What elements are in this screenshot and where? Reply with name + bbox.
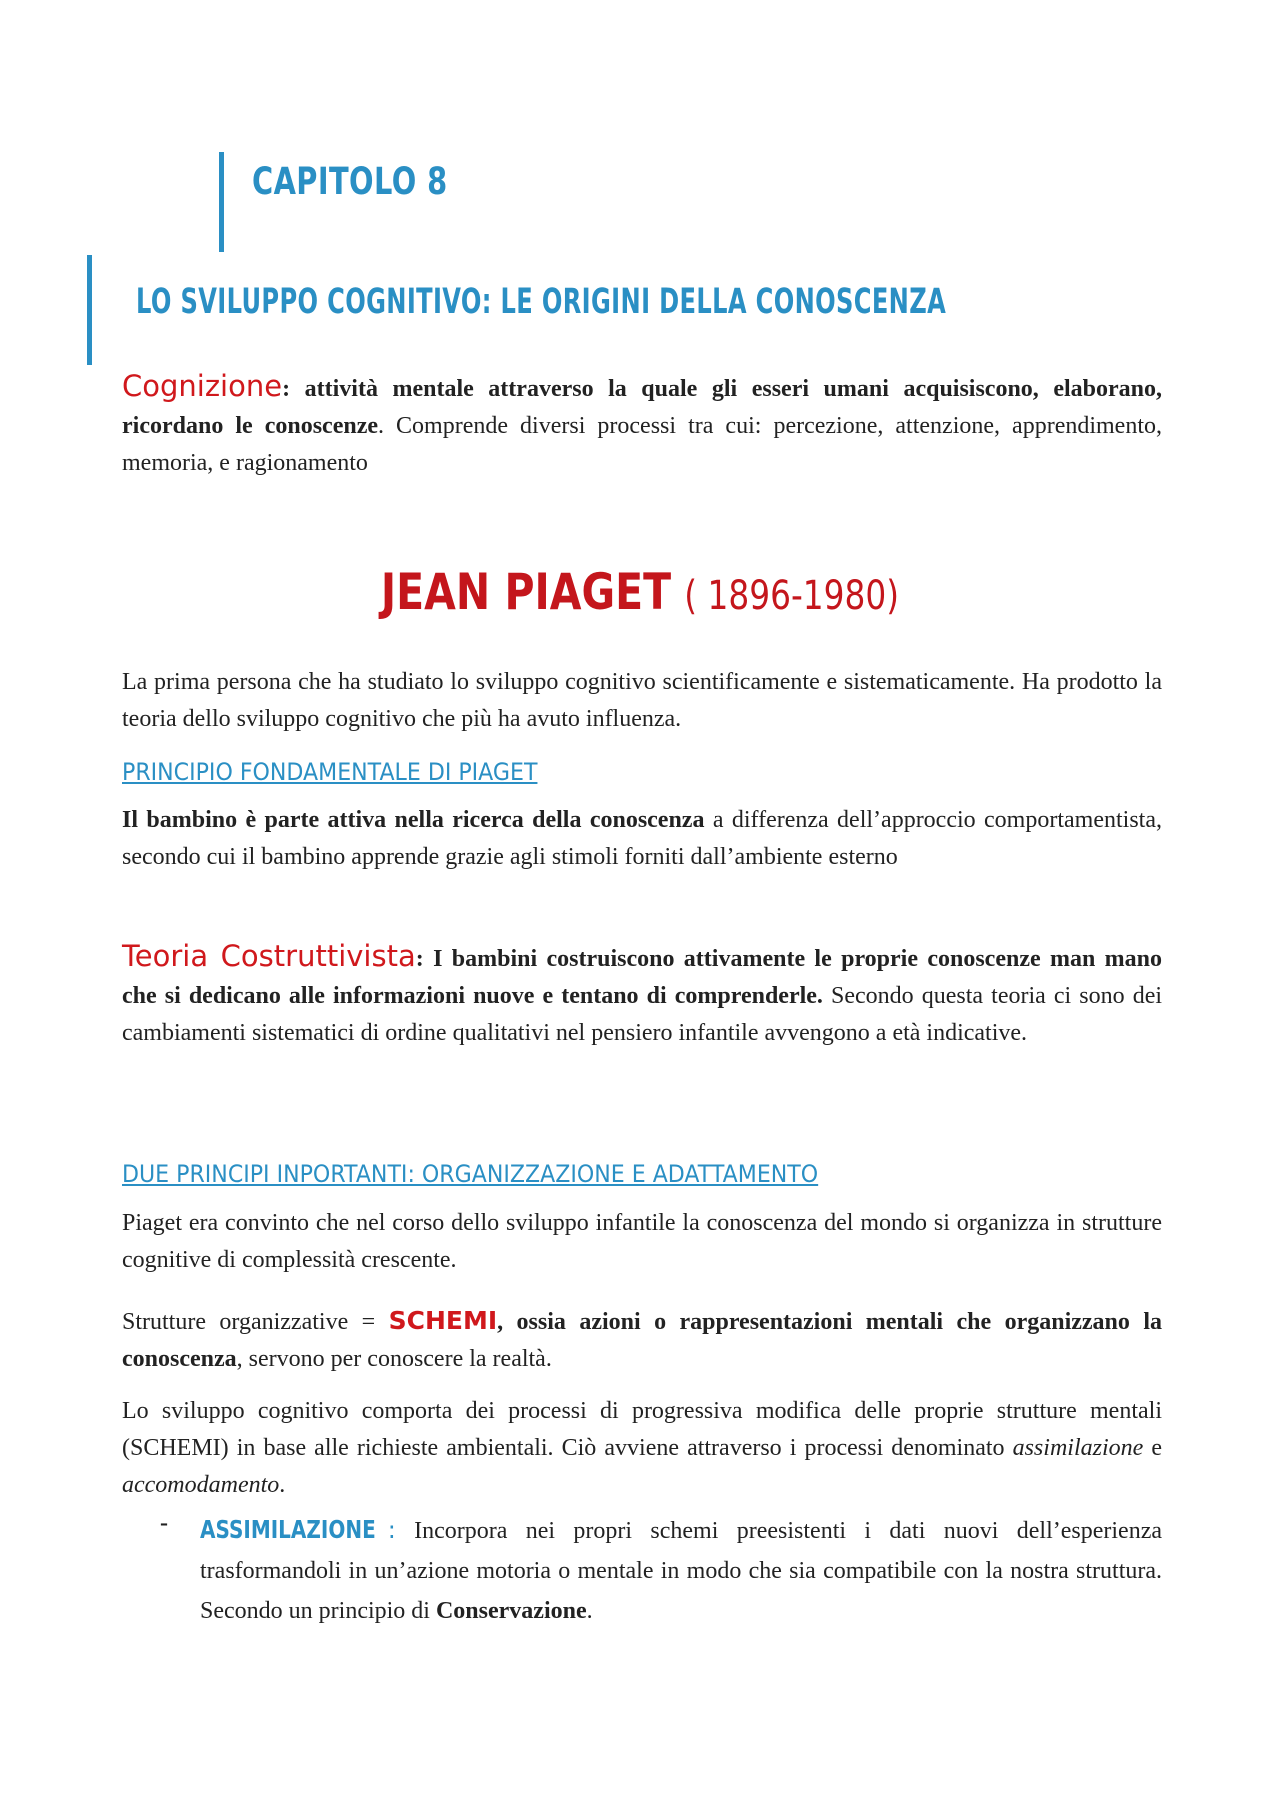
schemi-intro: Strutture organizzative = xyxy=(122,1309,389,1335)
sviluppo-text: Lo sviluppo cognitivo comporta dei processi di progressiva modifica delle proprie strutture mentali (SCHEMI) in base alle richieste ambientali. Ciò avviene attraverso i processi denominato xyxy=(122,1398,1162,1461)
intro-paragraph: La prima persona che ha studiato lo sviluppo cognitivo scientificamente e sistematicamente. Ha prodotto la teoria dello sviluppo cognitivo che più ha avuto influenza. xyxy=(122,669,1162,732)
assimilazione-colon: : xyxy=(387,1516,396,1544)
assimilazione-word: assimilazione xyxy=(1012,1435,1144,1461)
teoria-paragraph xyxy=(122,938,1162,1052)
chapter-label: CAPITOLO 8 xyxy=(252,160,448,203)
cognizione-term: Cognizione xyxy=(122,369,283,403)
principio-paragraph xyxy=(122,802,1162,876)
sviluppo-and: e xyxy=(1143,1435,1163,1461)
due-principi-paragraph-1: Piaget era convinto che nel corso dello sviluppo infantile la conoscenza del mondo si organizza in strutture cognitive di complessità crescente. xyxy=(122,1210,1162,1273)
schemi-term: SCHEMI xyxy=(388,1306,498,1335)
schemi-paragraph xyxy=(122,1302,1162,1378)
accomodamento-word: accomodamento xyxy=(122,1472,280,1498)
teoria-term: Teoria Costruttivista xyxy=(122,939,416,973)
conservazione-word: Conservazione xyxy=(435,1598,587,1624)
cognizione-colon: : xyxy=(282,376,291,402)
assimilazione-end: . xyxy=(586,1598,593,1624)
teoria-bold: I bambini costruiscono attivamente le proprie conoscenze man mano che si dedicano alle informazioni nuove e tentano di comprenderle. xyxy=(122,946,1162,1009)
assimilazione-item xyxy=(200,1510,1162,1631)
section-title: LO SVILUPPO COGNITIVO: LE ORIGINI DELLA CONOSCENZA xyxy=(136,282,947,322)
cognizione-definition: attività mentale attraverso la quale gli esseri umani acquisiscono, elaborano, ricordano le conoscenze xyxy=(122,376,1163,439)
bullet-marker: - xyxy=(160,1510,168,1536)
piaget-dates: ( 1896-1980) xyxy=(684,573,900,619)
schemi-rest: , servono per conoscere la realtà. xyxy=(236,1346,552,1372)
teoria-colon: : xyxy=(415,946,424,972)
piaget-heading xyxy=(0,563,1280,621)
cognizione-rest: . Comprende diversi processi tra cui: percezione, attenzione, apprendimento, memoria, e ragionamento xyxy=(122,413,1163,476)
schemi-definition: , ossia azioni o rappresentazioni mentali che organizzano la conoscenza xyxy=(122,1309,1162,1372)
teoria-rest: Secondo questa teoria ci sono dei cambiamenti sistematici di ordine qualitativi nel pensiero infantile avvengono a età indicative. xyxy=(122,983,1163,1046)
assimilazione-term: ASSIMILAZIONE xyxy=(200,1515,376,1544)
principio-bold: Il bambino è parte attiva nella ricerca della conoscenza xyxy=(122,807,705,833)
cognizione-paragraph xyxy=(122,368,1162,482)
piaget-name: JEAN PIAGET xyxy=(380,563,672,621)
due-principi-heading: DUE PRINCIPI INPORTANTI: ORGANIZZAZIONE E ADATTAMENTO xyxy=(122,1160,819,1188)
sviluppo-end: . xyxy=(279,1472,286,1498)
assimilazione-text: Incorpora nei propri schemi preesistenti i dati nuovi dell’esperienza trasformandoli in un’azione motoria o mentale in modo che sia compatibile con la nostra struttura. Secondo un principio di xyxy=(200,1518,1162,1624)
sviluppo-paragraph xyxy=(122,1393,1162,1504)
principio-rest: a differenza dell’approccio comportamentista, secondo cui il bambino apprende grazie agli stimoli forniti dall’ambiente esterno xyxy=(122,807,1162,870)
section-accent-bar xyxy=(87,255,92,365)
principio-heading: PRINCIPIO FONDAMENTALE DI PIAGET xyxy=(122,758,538,786)
chapter-accent-bar xyxy=(219,152,224,252)
